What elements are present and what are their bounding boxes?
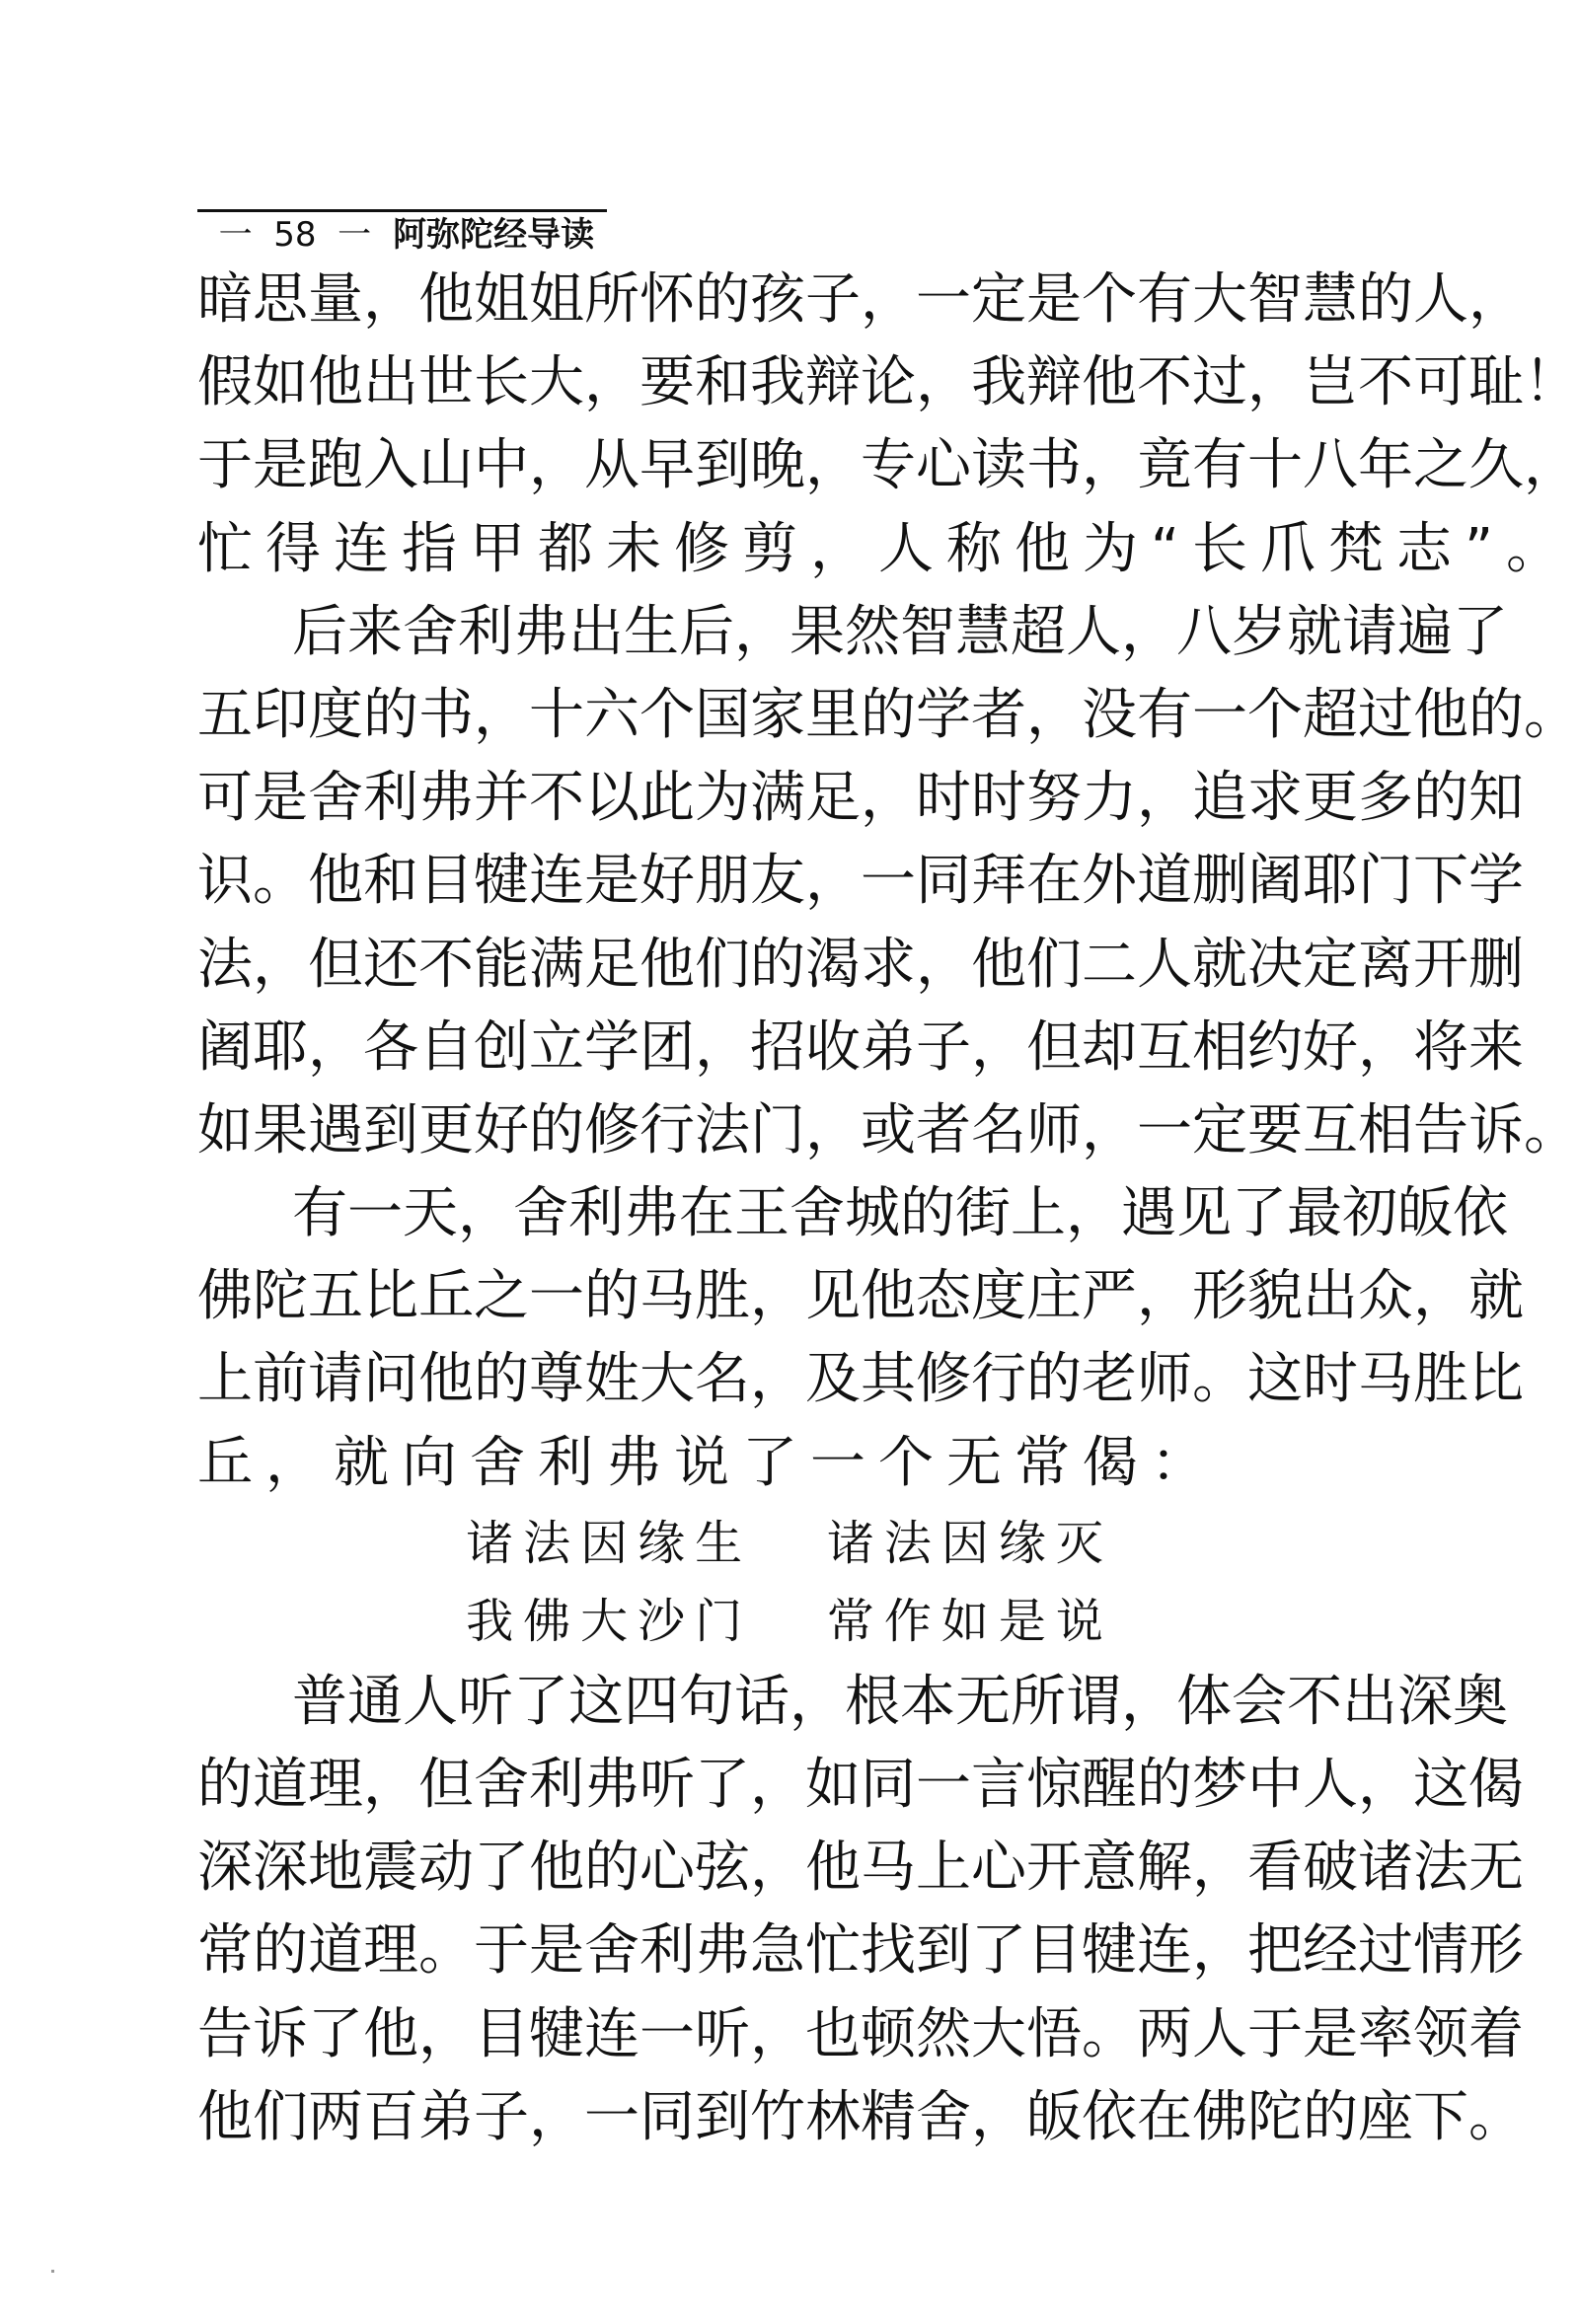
text-line: 于是跑入山中，从早到晚，专心读书，竟有十八年之久，: [197, 433, 1579, 498]
paragraph: [197, 1172, 1524, 1505]
text-line: 有一天，舍利弗在王舍城的街上，遇见了最初皈依: [292, 1181, 1508, 1246]
scan-speck: [51, 2270, 54, 2273]
paragraph: [197, 591, 1579, 1172]
text-line: 识。他和目犍连是好朋友，一同拜在外道删阇耶门下学: [197, 849, 1524, 914]
page-number: 一 58 一: [218, 215, 372, 255]
text-line: 暗思量，他姐姐所怀的孩子，一定是个有大智慧的人，: [197, 267, 1524, 332]
text-line: 常的道理。于是舍利弗急忙找到了目犍连，把经过情形: [197, 1918, 1524, 1984]
text-line: 佛陀五比丘之一的马胜，见他态度庄严，形貌出众，就: [197, 1264, 1524, 1329]
paragraph: [197, 1661, 1524, 2159]
text-line: 上前请问他的尊姓大名，及其修行的老师。这时马胜比: [197, 1347, 1524, 1412]
running-header: [197, 158, 607, 255]
text-line: 后来舍利弗出生后，果然智慧超人，八岁就请遍了: [292, 599, 1508, 664]
text-line: 普通人听了这四句话，根本无所谓，体会不出深奥: [292, 1669, 1508, 1734]
text-line: 五印度的书，十六个国家里的学者，没有一个超过他的。: [197, 682, 1579, 747]
body-text: [197, 259, 1579, 2159]
verse-line: 我佛大沙门 常作如是说: [466, 1593, 1113, 1649]
text-line: 法，但还不能满足他们的渴求，他们二人就决定离开删: [197, 932, 1524, 997]
text-line: 可是舍利弗并不以此为满足，时时努力，追求更多的知: [197, 766, 1524, 831]
text-line: 告诉了他，目犍连一听，也顿然大悟。两人于是率领着: [197, 2001, 1524, 2066]
paragraph: [197, 259, 1579, 591]
text-line: 假如他出世长大，要和我辩论，我辩他不过，岂不可耻！: [197, 350, 1579, 415]
verse: [197, 1505, 1382, 1661]
text-line: 深深地震动了他的心弦，他马上心开意解，看破诸法无: [197, 1836, 1524, 1901]
verse-line: 诸法因缘生 诸法因缘灭: [466, 1515, 1113, 1571]
book-title: 阿弥陀经导读: [393, 215, 595, 255]
text-line: 阇耶，各自创立学团，招收弟子，但却互相约好，将来: [197, 1014, 1524, 1080]
text-line: 忙得连指甲都未修剪，人称他为“长爪梵志”。: [197, 516, 1575, 581]
text-line: 的道理，但舍利弗听了，如同一言惊醒的梦中人，这偈: [197, 1753, 1524, 1817]
text-line: 如果遇到更好的修行法门，或者名师，一定要互相告诉。: [197, 1097, 1579, 1162]
text-line: 他们两百弟子，一同到竹林精舍，皈依在佛陀的座下。: [197, 2084, 1524, 2149]
text-line: 丘，就向舍利弗说了一个无常偈：: [197, 1430, 1219, 1495]
